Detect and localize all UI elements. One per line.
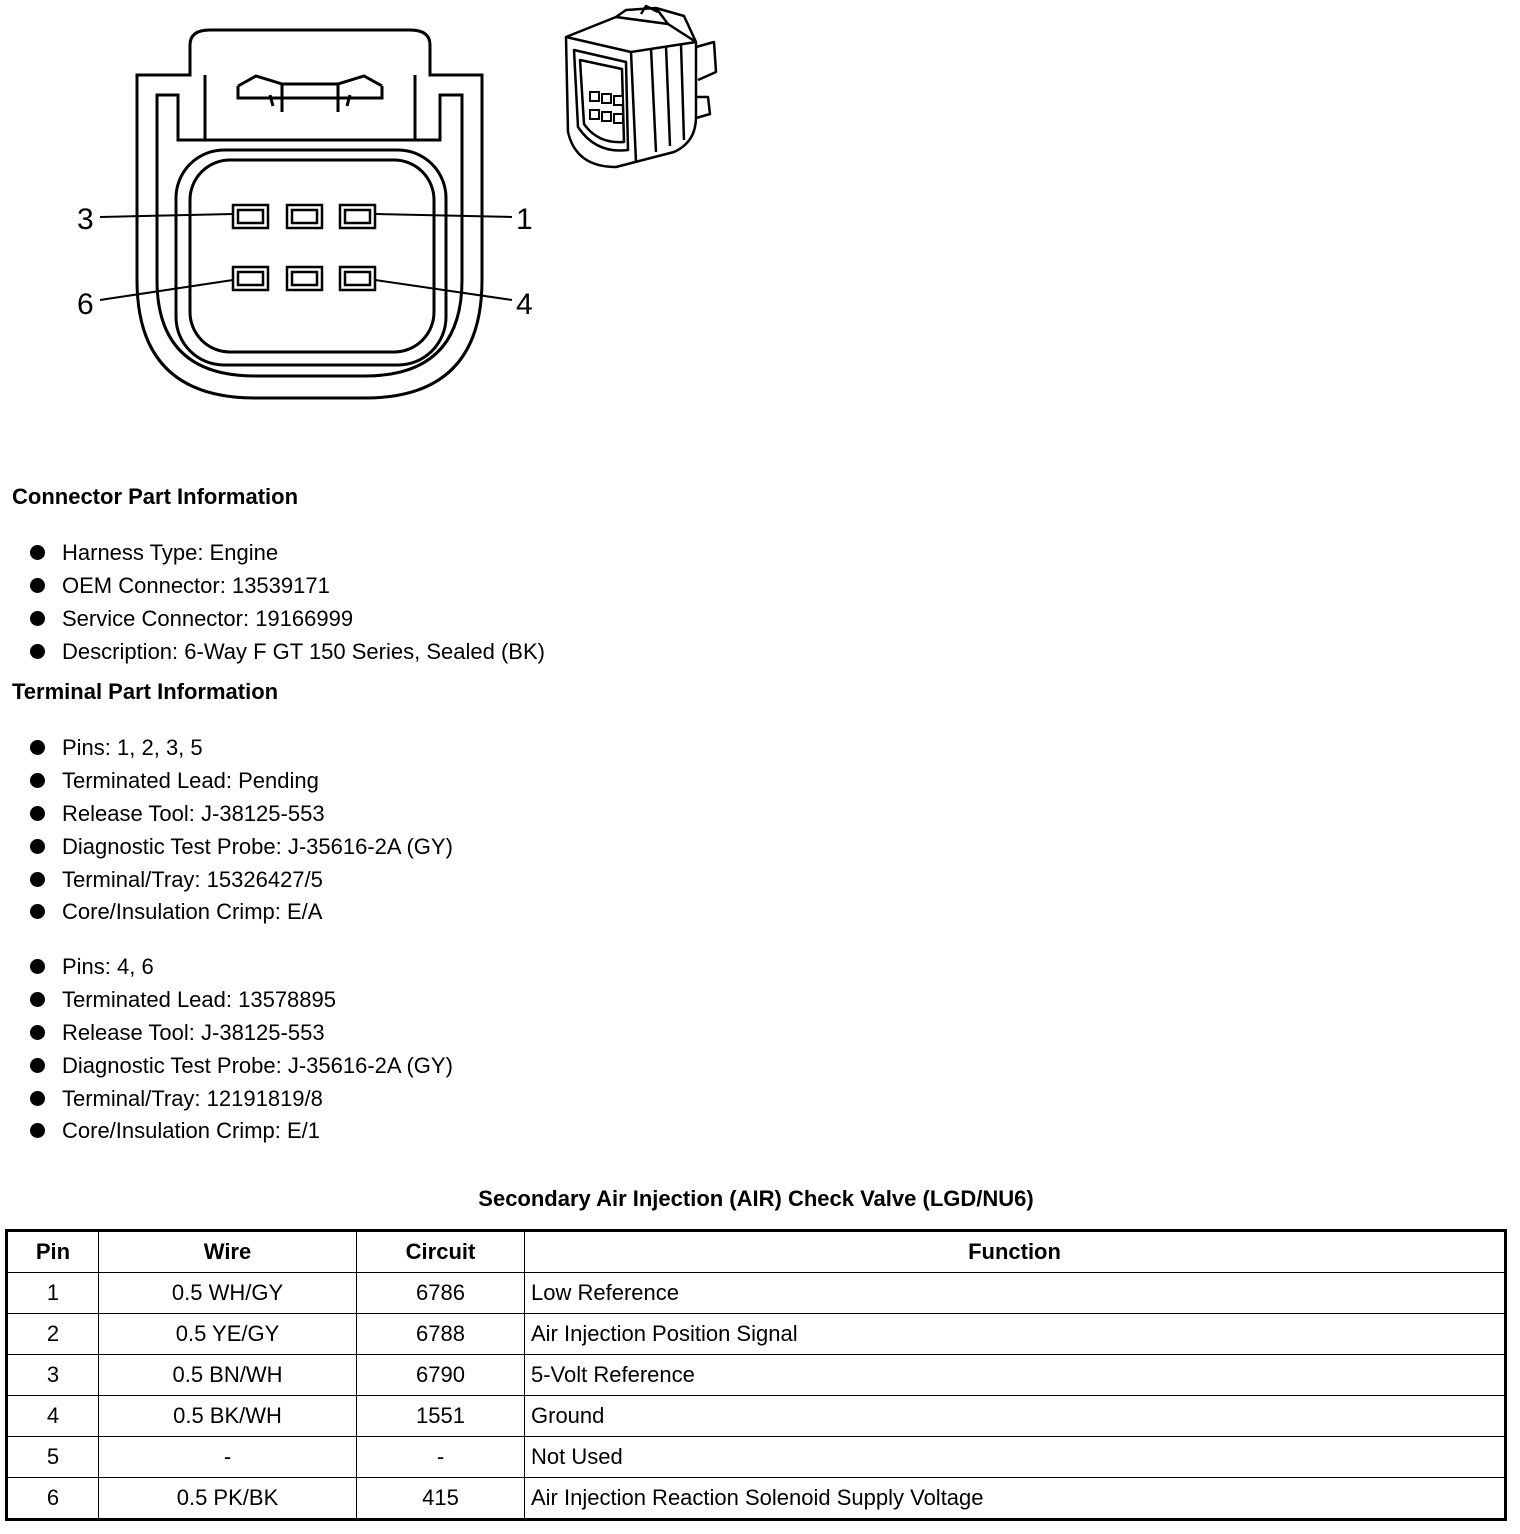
cell-wire: 0.5 PK/BK: [99, 1478, 357, 1520]
pin-cavity-inner: [190, 160, 434, 352]
pin-label-4: 4: [516, 288, 533, 321]
connector-face-diagram: [0, 0, 560, 420]
cell-wire: 0.5 WH/GY: [99, 1273, 357, 1314]
terminal-info-title: Terminal Part Information: [12, 679, 279, 704]
cell-pin: 6: [7, 1478, 99, 1520]
cell-wire: 0.5 BN/WH: [99, 1355, 357, 1396]
table-row: [7, 1314, 1506, 1355]
pin-label-3: 3: [77, 203, 94, 236]
cell-pin: 4: [7, 1396, 99, 1437]
column-header-circuit: Circuit: [357, 1231, 525, 1273]
cell-circuit: 6790: [357, 1355, 525, 1396]
connector-latch: [205, 75, 415, 140]
cell-pin: 2: [7, 1314, 99, 1355]
list-item: Pins: 4, 6: [28, 950, 453, 983]
list-item: Terminated Lead: Pending: [28, 764, 453, 797]
cell-wire: 0.5 BK/WH: [99, 1396, 357, 1437]
list-item: OEM Connector: 13539171: [28, 569, 545, 602]
cell-pin: 1: [7, 1273, 99, 1314]
pin-label-6: 6: [77, 288, 94, 321]
list-item: Description: 6-Way F GT 150 Series, Sealed (BK): [28, 635, 545, 668]
terminal-pins: [233, 205, 375, 290]
cell-function: Air Injection Position Signal: [525, 1314, 1506, 1355]
pin-label-1: 1: [516, 203, 533, 236]
table-row: [7, 1396, 1506, 1437]
pinout-table-title: Secondary Air Injection (AIR) Check Valve (LGD/NU6): [478, 1186, 1034, 1211]
list-item: Harness Type: Engine: [28, 536, 545, 569]
table-row: [7, 1478, 1506, 1520]
list-item: Terminated Lead: 13578895: [28, 983, 453, 1016]
terminal-info-group-2: [28, 950, 453, 1147]
list-item: Pins: 1, 2, 3, 5: [28, 731, 453, 764]
list-item: Terminal/Tray: 15326427/5: [28, 863, 453, 896]
connector-info-title: Connector Part Information: [12, 484, 299, 509]
table-header-row: [7, 1231, 1506, 1273]
cell-function: Air Injection Reaction Solenoid Supply Voltage: [525, 1478, 1506, 1520]
table-row: [7, 1437, 1506, 1478]
list-item: Core/Insulation Crimp: E/A: [28, 895, 453, 928]
cell-function: Ground: [525, 1396, 1506, 1437]
cell-function: 5-Volt Reference: [525, 1355, 1506, 1396]
list-item: Core/Insulation Crimp: E/1: [28, 1114, 453, 1147]
list-item: Release Tool: J-38125-553: [28, 1016, 453, 1049]
connector-info-list: [28, 536, 545, 668]
cell-wire: -: [99, 1437, 357, 1478]
column-header-function: Function: [525, 1231, 1506, 1273]
cell-circuit: 415: [357, 1478, 525, 1520]
list-item: Terminal/Tray: 12191819/8: [28, 1082, 453, 1115]
cell-pin: 3: [7, 1355, 99, 1396]
cell-function: Not Used: [525, 1437, 1506, 1478]
cell-function: Low Reference: [525, 1273, 1506, 1314]
cell-circuit: -: [357, 1437, 525, 1478]
column-header-wire: Wire: [99, 1231, 357, 1273]
cell-circuit: 6788: [357, 1314, 525, 1355]
list-item: Diagnostic Test Probe: J-35616-2A (GY): [28, 1049, 453, 1082]
connector-3d-icon: [556, 2, 726, 177]
list-item: Service Connector: 19166999: [28, 602, 545, 635]
table-row: [7, 1273, 1506, 1314]
pinout-table: [5, 1229, 1507, 1521]
column-header-pin: Pin: [7, 1231, 99, 1273]
cell-wire: 0.5 YE/GY: [99, 1314, 357, 1355]
pin-cavity-outer: [176, 150, 446, 365]
cell-circuit: 1551: [357, 1396, 525, 1437]
list-item: Release Tool: J-38125-553: [28, 797, 453, 830]
list-item: Diagnostic Test Probe: J-35616-2A (GY): [28, 830, 453, 863]
table-row: [7, 1355, 1506, 1396]
terminal-info-group-1: [28, 731, 453, 928]
cell-circuit: 6786: [357, 1273, 525, 1314]
cell-pin: 5: [7, 1437, 99, 1478]
